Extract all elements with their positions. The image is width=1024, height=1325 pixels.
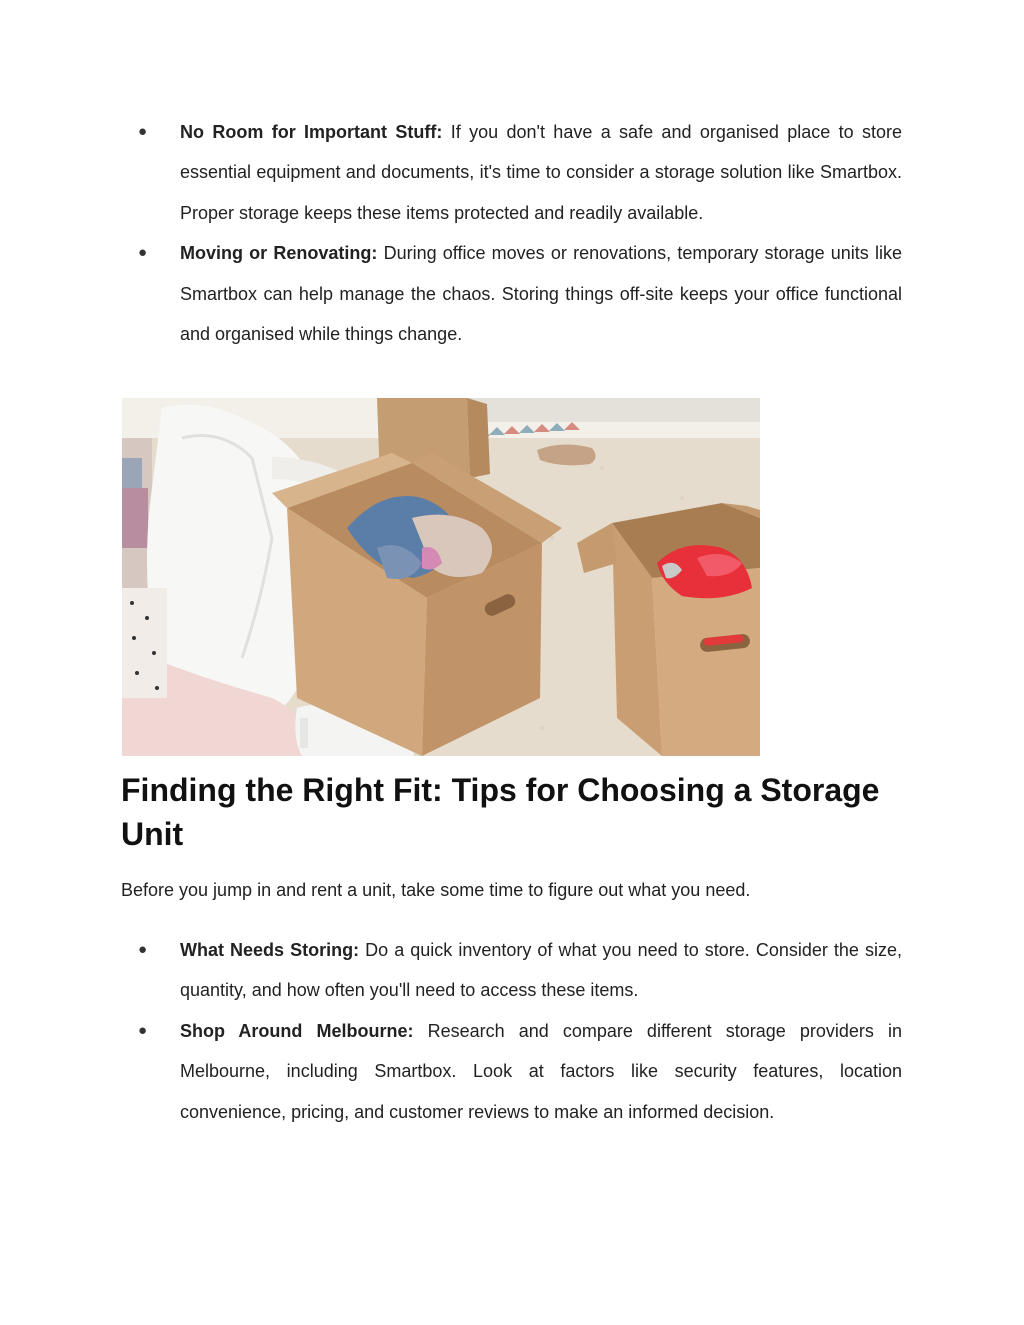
bullet-icon: ● <box>138 941 148 958</box>
intro-paragraph: Before you jump in and rent a unit, take some time to figure out what you need. <box>121 880 751 900</box>
list-item-text: During office moves or renovations, temporary storage units like Smartbox can help manage the chaos. Storing things off-site keeps your office functional and organised while things change. <box>180 243 902 345</box>
bullet-icon: ● <box>138 123 148 140</box>
list-item-text: Do a quick inventory of what you need to store. Consider the size, quantity, and how often you'll need to access these items. <box>180 940 902 1001</box>
photo-packing-boxes <box>122 398 760 756</box>
bullet-list-bottom <box>138 930 902 1132</box>
list-item <box>138 930 902 1011</box>
bullet-list-top <box>138 112 902 354</box>
list-item <box>138 1011 902 1132</box>
bullet-icon: ● <box>138 244 148 262</box>
section-title: Finding the Right Fit: Tips for Choosing a Storage Unit <box>121 772 880 852</box>
list-item <box>138 233 902 354</box>
list-item-lead: Shop Around Melbourne: <box>180 1020 414 1041</box>
list-item-text: If you don't have a safe and organised place to store essential equipment and documents, it's time to consider a storage solution like Smartbox. Proper storage keeps these items protected and readily available. <box>180 122 903 223</box>
list-item <box>138 112 902 233</box>
bullet-icon: ● <box>138 1021 148 1039</box>
list-item-lead: What Needs Storing: <box>180 940 360 960</box>
list-item-lead: No Room for Important Stuff: <box>180 122 443 142</box>
list-item-lead: Moving or Renovating: <box>180 243 378 264</box>
list-item-text: Research and compare different storage providers in Melbourne, including Smartbox. Look at factors like security features, location convenience, pricing, and customer reviews to make an informed decision. <box>180 1020 902 1122</box>
